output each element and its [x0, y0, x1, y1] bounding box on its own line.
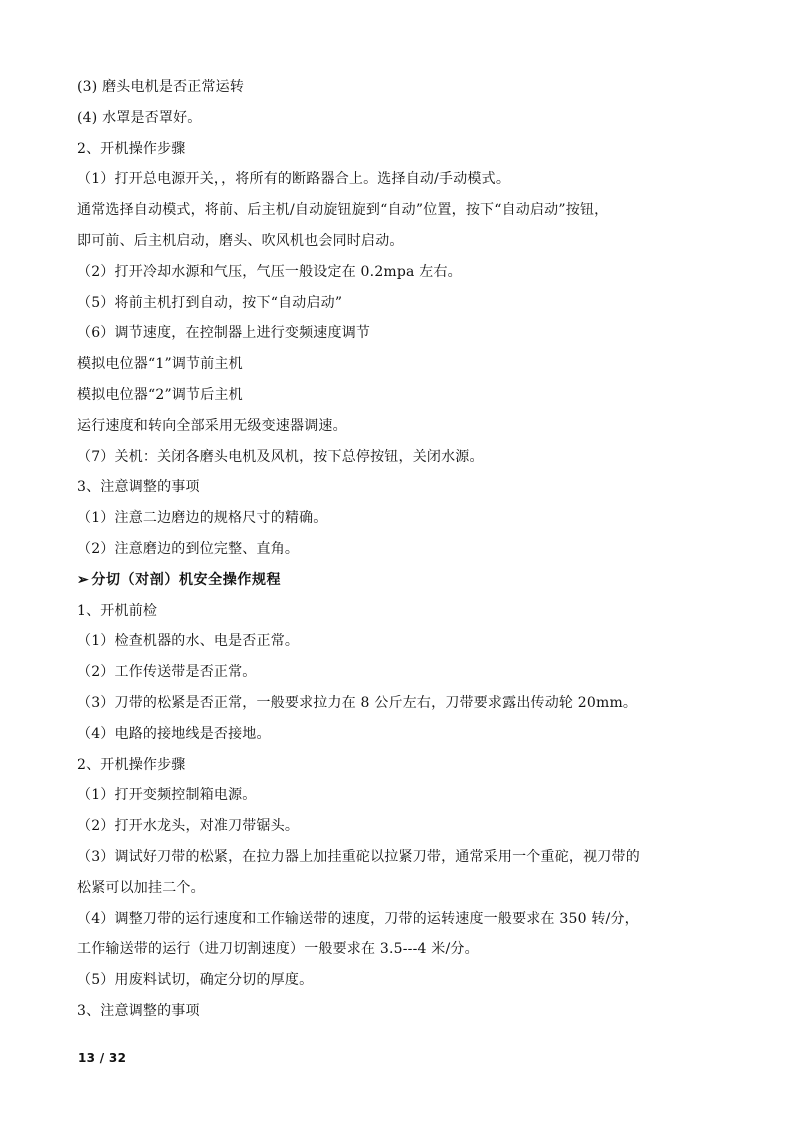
text-line: 1、开机前检	[77, 602, 158, 619]
text-line: 即可前、后主机启动，磨头、吹风机也会同时启动。	[77, 232, 404, 249]
page-number: 13 / 32	[78, 1051, 127, 1065]
text-line: （4）电路的接地线是否接地。	[77, 725, 271, 742]
text-line: （1）打开变频控制箱电源。	[77, 787, 257, 804]
section-heading-text: 分切（对剖）机安全操作规程	[91, 571, 282, 588]
text-line: （1）检查机器的水、电是否正常。	[77, 633, 300, 650]
text-line: 3、注意调整的事项	[77, 479, 200, 496]
text-line: （1）打开总电源开关，，将所有的断路器合上。选择自动/手动模式。	[77, 171, 511, 188]
text-line: （6）调节速度，在控制器上进行变频速度调节	[77, 325, 371, 342]
text-line: 运行速度和转向全部采用无级变速器调速。	[77, 417, 347, 434]
text-line: (4) 水罩是否罩好。	[77, 109, 202, 126]
text-line: （1）注意二边磨边的规格尺寸的精确。	[77, 510, 328, 527]
text-line: （7）关机：关闭各磨头电机及风机，按下总停按钮，关闭水源。	[77, 448, 484, 465]
text-line: (3) 磨头电机是否正常运转	[77, 79, 245, 95]
section-heading	[77, 565, 717, 596]
text-line: （2）打开水龙头，对准刀带锯头。	[77, 818, 300, 835]
text-line: 2、开机操作步骤	[77, 756, 186, 773]
arrow-bullet-icon: ➢	[77, 571, 90, 588]
text-line: （3）刀带的松紧是否正常，一般要求拉力在 8 公斤左右，刀带要求露出传动轮 20mm。	[77, 694, 638, 711]
text-line: 模拟电位器“2”调节后主机	[77, 386, 243, 403]
text-line: （5）将前主机打到自动，按下“自动启动”	[77, 294, 343, 311]
text-line: （5）用废料试切，确定分切的厚度。	[77, 972, 314, 989]
text-line: 通常选择自动模式，将前、后主机/自动旋钮旋到“自动”位置，按下“自动启动”按钮，	[77, 202, 609, 219]
text-line: 模拟电位器“1”调节前主机	[77, 356, 243, 373]
text-line: 松紧可以加挂二个。	[77, 879, 205, 896]
text-line: （4）调整刀带的运行速度和工作输送带的速度，刀带的运转速度一般要求在 350 转/分，	[77, 910, 639, 927]
text-line: （2）打开冷却水源和气压，气压一般设定在 0.2mpa 左右。	[77, 263, 462, 280]
text-line: 2、开机操作步骤	[77, 140, 186, 157]
text-line: （2）工作传送带是否正常。	[77, 664, 257, 681]
text-line: （3）调试好刀带的松紧，在拉力器上加挂重砣以拉紧刀带，通常采用一个重砣，视刀带的	[77, 848, 640, 865]
text-line: （2）注意磨边的到位完整、直角。	[77, 540, 300, 557]
text-line: 工作输送带的运行（进刀切割速度）一般要求在 3.5---4 米/分。	[77, 941, 479, 958]
document-body	[77, 72, 717, 1027]
text-line: 3、注意调整的事项	[77, 1002, 200, 1019]
